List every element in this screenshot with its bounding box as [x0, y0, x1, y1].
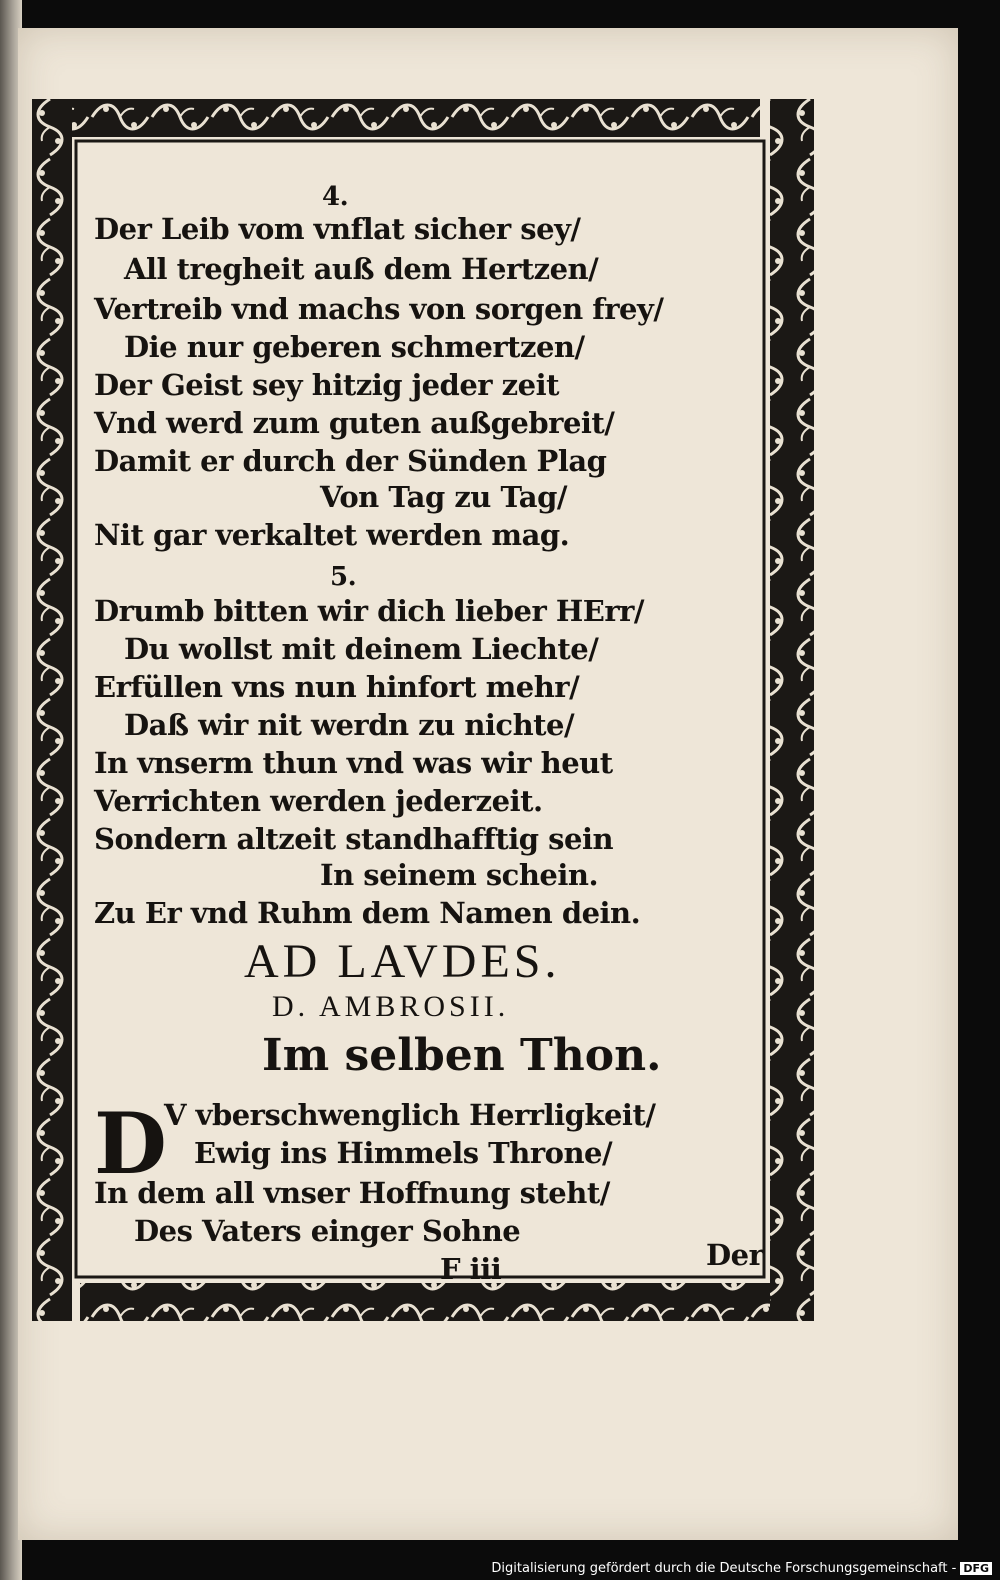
- dfg-logo: DFG: [960, 1562, 992, 1575]
- verse-line: Du wollst mit deinem Liechte/: [124, 632, 599, 666]
- verse-line: In vnserm thun vnd was wir heut: [94, 746, 613, 780]
- catchword: Der: [706, 1238, 764, 1272]
- signature-mark: F iii: [440, 1252, 502, 1286]
- verse-line: Die nur geberen schmertzen/: [124, 330, 585, 364]
- verse-line: Nit gar verkaltet werden mag.: [94, 518, 570, 552]
- verse-line: Damit er durch der Sünden Plag: [94, 444, 607, 478]
- verse-line: Von Tag zu Tag/: [320, 480, 567, 514]
- melody-note: Im selben Thon.: [262, 1030, 662, 1081]
- verse-line: Der Leib vom vnflat sicher sey/: [94, 212, 581, 246]
- verse-line: Ewig ins Himmels Throne/: [194, 1136, 613, 1170]
- stanza-number: 5.: [330, 562, 357, 592]
- verse-line: V vberschwenglich Herrligkeit/: [164, 1098, 656, 1132]
- verse-line: Des Vaters einger Sohne: [134, 1214, 521, 1248]
- stanza-number: 4.: [322, 182, 349, 212]
- digitization-credit: [491, 1561, 992, 1576]
- verse-line: Drumb bitten wir dich lieber HErr/: [94, 594, 645, 628]
- verse-line: Daß wir nit werdn zu nichte/: [124, 708, 575, 742]
- section-title: AD LAVDES.: [244, 935, 561, 988]
- drop-cap: D: [94, 1094, 167, 1193]
- verse-line: Der Geist sey hitzig jeder zeit: [94, 368, 559, 402]
- verse-line: Vnd werd zum guten außgebreit/: [94, 406, 615, 440]
- verse-line: Verrichten werden jederzeit.: [94, 784, 543, 818]
- verse-line: Zu Er vnd Ruhm dem Namen dein.: [94, 896, 641, 930]
- verse-line: Vertreib vnd machs von sorgen frey/: [94, 292, 664, 326]
- verse-line: In dem all vnser Hoffnung steht/: [94, 1176, 610, 1210]
- verse-line: All tregheit auß dem Hertzen/: [124, 252, 599, 286]
- credit-text: Digitalisierung gefördert durch die Deutsche Forschungsgemeinschaft -: [491, 1561, 957, 1576]
- verse-line: In seinem schein.: [320, 858, 599, 892]
- verse-line: Erfüllen vns nun hinfort mehr/: [94, 670, 580, 704]
- section-subtitle: D. AMBROSII.: [272, 990, 510, 1023]
- verse-line: Sondern altzeit standhafftig sein: [94, 822, 614, 856]
